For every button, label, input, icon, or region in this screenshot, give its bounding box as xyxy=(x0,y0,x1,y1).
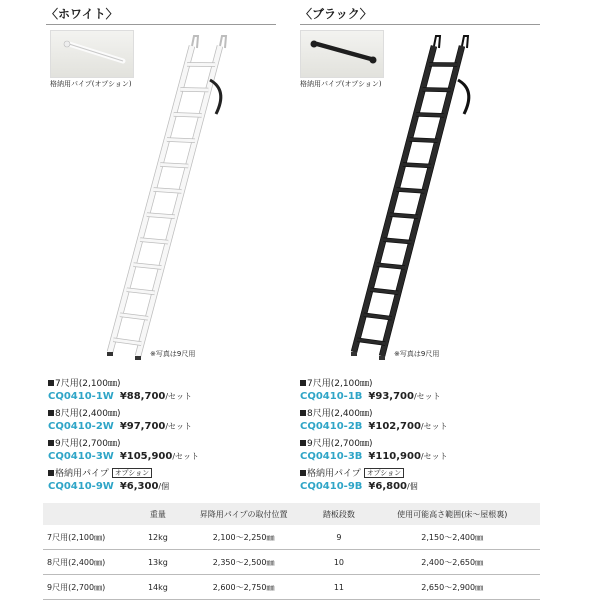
white-photo-note: ※写真は9尺用 xyxy=(150,350,196,358)
price-label: 格納用パイプ xyxy=(55,469,109,479)
price-item xyxy=(48,468,288,498)
price-label: 格納用パイプ xyxy=(307,469,361,479)
black-option-caption: 格納用パイプ(オプション) xyxy=(300,80,382,88)
price-unit: /個 xyxy=(407,482,418,491)
price-unit: /セット xyxy=(420,452,448,461)
table-cell: 2,400～2,650㎜ xyxy=(364,550,540,575)
table-cell: 8尺用(2,400㎜) xyxy=(43,550,142,575)
price-unit: /セット xyxy=(413,392,441,401)
product-code: CQ0410-1B xyxy=(300,391,363,402)
product-price: ¥93,700 xyxy=(368,391,414,402)
price-unit: /個 xyxy=(158,482,170,491)
table-cell: 9尺用(2,700㎜) xyxy=(43,575,142,600)
product-code: CQ0410-9W xyxy=(48,481,114,492)
product-price: ¥6,800 xyxy=(368,481,407,492)
product-price: ¥88,700 xyxy=(119,391,166,402)
price-label: 9尺用(2,700㎜) xyxy=(55,439,121,449)
white-option-caption: 格納用パイプ(オプション) xyxy=(50,80,132,88)
black-ladder-icon xyxy=(351,36,469,360)
black-header: 〈ブラック〉 xyxy=(300,6,540,25)
product-price: ¥110,900 xyxy=(368,451,421,462)
table-cell: 2,150～2,400㎜ xyxy=(364,525,540,550)
table-cell: 12kg xyxy=(142,525,174,550)
table-cell: 7尺用(2,100㎜) xyxy=(43,525,142,550)
product-price: ¥105,900 xyxy=(119,451,173,462)
product-code: CQ0410-9B xyxy=(300,481,363,492)
product-code: CQ0410-1W xyxy=(48,391,114,402)
table-cell: 9 xyxy=(313,525,364,550)
spec-header-cell: 昇降用パイプの取付位置 xyxy=(174,503,314,525)
white-column xyxy=(0,0,290,492)
price-unit: /セット xyxy=(165,392,193,401)
white-header: 〈ホワイト〉 xyxy=(46,6,276,25)
price-unit: /セット xyxy=(420,422,448,431)
spec-header-cell xyxy=(43,503,142,525)
product-code: CQ0410-3W xyxy=(48,451,114,462)
price-label: 7尺用(2,100㎜) xyxy=(55,379,121,389)
price-item xyxy=(300,378,540,408)
spec-table xyxy=(43,503,540,600)
spec-header-cell: 踏板段数 xyxy=(313,503,364,525)
white-price-list xyxy=(48,378,288,498)
product-code: CQ0410-2B xyxy=(300,421,363,432)
bullet-square-icon xyxy=(48,410,54,416)
bullet-square-icon xyxy=(300,440,306,446)
price-label: 8尺用(2,400㎜) xyxy=(55,409,121,419)
bullet-square-icon xyxy=(300,470,306,476)
price-unit: /セット xyxy=(172,452,200,461)
table-row xyxy=(43,575,540,600)
bullet-square-icon xyxy=(48,440,54,446)
price-label: 7尺用(2,100㎜) xyxy=(307,379,373,389)
bullet-square-icon xyxy=(300,380,306,386)
table-cell: 10 xyxy=(313,550,364,575)
price-unit: /セット xyxy=(165,422,193,431)
product-price: ¥6,300 xyxy=(119,481,159,492)
price-item xyxy=(300,438,540,468)
price-item xyxy=(48,378,288,408)
table-cell: 2,600～2,750㎜ xyxy=(174,575,314,600)
option-badge: オプション xyxy=(112,468,152,478)
spec-table-header-row xyxy=(43,503,540,525)
bullet-square-icon xyxy=(48,380,54,386)
table-cell: 14kg xyxy=(142,575,174,600)
price-label: 8尺用(2,400㎜) xyxy=(307,409,373,419)
table-cell: 2,350～2,500㎜ xyxy=(174,550,314,575)
product-code: CQ0410-2W xyxy=(48,421,114,432)
bullet-square-icon xyxy=(300,410,306,416)
table-row xyxy=(43,525,540,550)
product-price: ¥97,700 xyxy=(119,421,166,432)
price-item xyxy=(300,468,540,498)
spec-header-cell: 使用可能高さ範囲(床～屋根裏) xyxy=(364,503,540,525)
black-price-list xyxy=(300,378,540,498)
price-item xyxy=(300,408,540,438)
white-ladder-icon xyxy=(107,36,226,360)
product-code: CQ0410-3B xyxy=(300,451,363,462)
price-label: 9尺用(2,700㎜) xyxy=(307,439,373,449)
black-column xyxy=(300,0,590,492)
option-badge: オプション xyxy=(364,468,404,478)
price-item xyxy=(48,438,288,468)
spec-header-cell: 重量 xyxy=(142,503,174,525)
table-cell: 13kg xyxy=(142,550,174,575)
table-row xyxy=(43,550,540,575)
table-cell: 11 xyxy=(313,575,364,600)
product-price: ¥102,700 xyxy=(368,421,421,432)
price-item xyxy=(48,408,288,438)
table-cell: 2,650～2,900㎜ xyxy=(364,575,540,600)
black-photo-note: ※写真は9尺用 xyxy=(394,350,440,358)
table-cell: 2,100～2,250㎜ xyxy=(174,525,314,550)
bullet-square-icon xyxy=(48,470,54,476)
